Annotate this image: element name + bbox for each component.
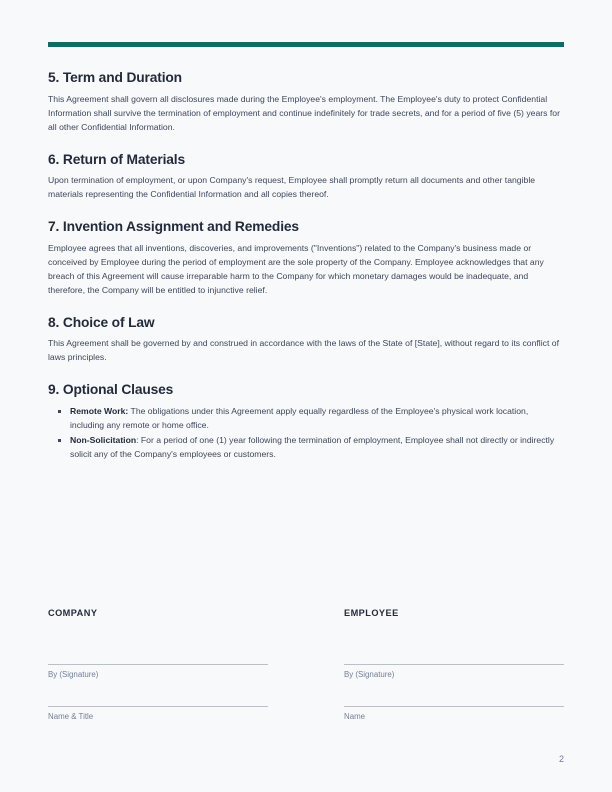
signature-caption: By (Signature) [48, 670, 99, 679]
list-item [70, 433, 564, 461]
name-line[interactable] [48, 706, 268, 707]
clause-lead: Non-Solicitation [70, 434, 137, 445]
section-heading: 9. Optional Clauses [48, 382, 174, 398]
section-paragraph: Upon termination of employment, or upon Company's request, Employee shall promptly return all documents and other tangible materials representing the Confidential Information and all copies thereof. [48, 175, 536, 200]
clause-text: The obligations under this Agreement apply equally regardless of the Employee's physical work location, including any remote or home office. [70, 405, 529, 430]
clause-lead: Remote Work: [70, 405, 129, 416]
document-body [48, 70, 564, 462]
section-heading: 5. Term and Duration [48, 70, 182, 85]
name-caption: Name & Title [48, 712, 94, 721]
signature-caption: By (Signature) [344, 670, 395, 679]
section-return-of-materials [48, 152, 564, 202]
signature-party-label: EMPLOYEE [344, 608, 399, 618]
signature-line[interactable] [48, 664, 268, 665]
signature-block [48, 608, 564, 721]
section-heading: 7. Invention Assignment and Remedies [48, 219, 299, 235]
signature-column-company [48, 608, 268, 721]
section-invention-assignment-and-remedies [48, 219, 564, 297]
signature-line[interactable] [344, 664, 564, 665]
name-caption: Name [344, 712, 366, 721]
signature-column-employee [344, 608, 564, 721]
clause-text: : For a period of one (1) year following the termination of employment, Employee shall not directly or indirectly solicit any of the Company's employees or customers. [70, 434, 555, 459]
section-optional-clauses [48, 382, 564, 461]
page-number: 2 [558, 754, 564, 764]
section-paragraph: Employee agrees that all inventions, discoveries, and improvements ("Inventions") related to the Company's business made or conceived by Employee during the period of employment are the sole property of the Company. Employee acknowledges that any breach of this Agreement will cause irreparable harm to the Company for which monetary damages would be inadequate, and therefore, the Company will be entitled to injunctive relief. [48, 242, 544, 295]
name-line[interactable] [344, 706, 564, 707]
optional-clause-list [48, 404, 564, 461]
list-item [70, 404, 564, 432]
section-paragraph: This Agreement shall govern all disclosures made during the Employee's employment. The Employee's duty to protect Confidential Information shall survive the termination of employment and continue indefinitely for trade secrets, and for a period of five (5) years for all other Confidential Information. [48, 93, 560, 132]
section-paragraph: This Agreement shall be governed by and construed in accordance with the laws of the State of [State], without regard to its conflict of laws principles. [48, 338, 559, 363]
section-heading: 6. Return of Materials [48, 151, 185, 167]
section-choice-of-law [48, 315, 564, 365]
section-heading: 8. Choice of Law [48, 314, 155, 330]
header-accent-rule [48, 42, 564, 47]
section-term-and-duration [48, 70, 564, 134]
signature-party-label: COMPANY [48, 608, 98, 618]
